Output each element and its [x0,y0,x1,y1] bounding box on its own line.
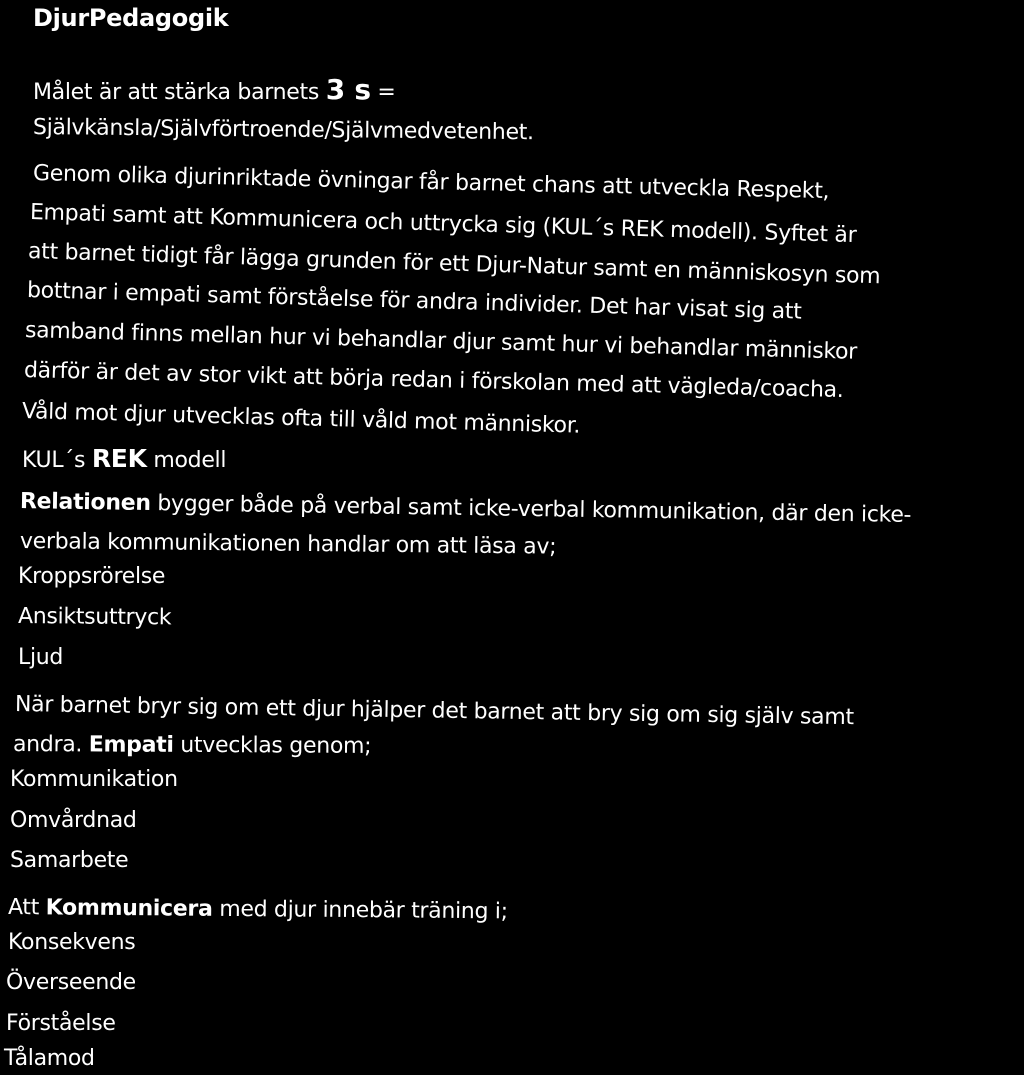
paragraph-line: Genom olika djurinriktade övningar får barnet chans att utveckla Respekt, [32,161,830,205]
list-item: Kroppsrörelse [18,564,166,589]
paragraph-line: Våld mot djur utvecklas ofta till våld mot människor. [21,399,581,439]
list-item: Omvårdnad [10,808,137,833]
empathy-line-2: andra. Empati utvecklas genom; [12,732,372,759]
communicate-bold: Kommunicera [45,895,213,922]
document-title: DjurPedagogik [33,4,229,32]
relation-line-1: Relationen bygger både på verbal samt icke-verbal kommunikation, där den icke- [19,489,912,528]
goal-line [33,73,396,107]
goal-text: Målet är att stärka barnets [33,80,326,105]
list-item: Samarbete [10,848,129,873]
list-item: Tålamod [4,1046,95,1071]
model-heading: KUL´s REK modell [22,444,227,473]
paragraph-line: samband finns mellan hur vi behandlar djur samt hur vi behandlar människor [24,318,858,365]
list-item: Kommunikation [10,767,178,792]
list-item: Ansiktsuttryck [17,604,172,631]
paragraph-line: Empati samt att Kommunicera och uttrycka sig (KUL´s REK modell). Syftet är [29,200,857,249]
three-s-line: Självkänsla/Självförtroende/Självmedvetenhet. [32,115,534,146]
paragraph-line: bottnar i empati samt förståelse för andra individer. Det har visat sig att [26,278,802,325]
communicate-line: Att Kommunicera med djur innebär träning i; [7,895,508,925]
list-item: Ljud [18,645,64,670]
goal-suffix: = [370,80,396,105]
goal-3s: 3 s [325,73,371,106]
relation-bold: Relationen [19,489,151,517]
list-item: Överseende [6,970,136,995]
paragraph-line: att barnet tidigt får lägga grunden för ett Djur-Natur samt en människosyn som [27,239,881,290]
list-item: Konsekvens [8,930,136,955]
model-heading-bold: REK [91,444,147,473]
empathy-line-1: När barnet bryr sig om ett djur hjälper det barnet att bry sig om sig själv samt [14,692,854,731]
paragraph-line: därför är det av stor vikt att börja redan i förskolan med att vägleda/coacha. [23,358,844,404]
empathy-bold: Empati [88,732,174,758]
list-item: Förståelse [6,1011,116,1036]
relation-line-2: verbala kommunikationen handlar om att läsa av; [19,529,557,560]
